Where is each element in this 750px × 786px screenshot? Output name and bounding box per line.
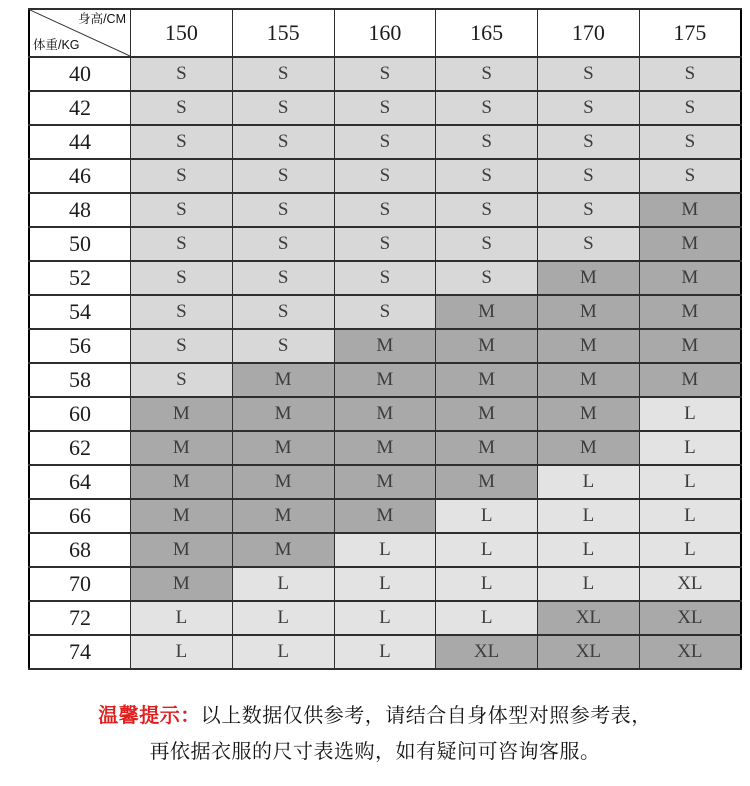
weight-cell: 70 — [29, 567, 131, 601]
table-row — [29, 431, 741, 465]
size-cell: S — [639, 159, 741, 193]
size-cell: M — [232, 465, 334, 499]
weight-cell: 52 — [29, 261, 131, 295]
size-cell: L — [538, 499, 640, 533]
size-cell: M — [639, 295, 741, 329]
weight-cell: 68 — [29, 533, 131, 567]
size-cell: S — [639, 57, 741, 91]
table-row — [29, 91, 741, 125]
corner-cell — [29, 9, 131, 57]
size-cell: S — [232, 159, 334, 193]
size-cell: M — [334, 465, 436, 499]
size-cell: M — [131, 533, 233, 567]
size-cell: L — [334, 567, 436, 601]
size-cell: M — [131, 567, 233, 601]
size-cell: M — [232, 533, 334, 567]
weight-cell: 60 — [29, 397, 131, 431]
size-cell: M — [232, 499, 334, 533]
size-cell: M — [538, 397, 640, 431]
table-row — [29, 397, 741, 431]
size-cell: S — [232, 329, 334, 363]
size-cell: S — [436, 193, 538, 227]
size-cell: S — [232, 227, 334, 261]
weight-cell: 54 — [29, 295, 131, 329]
size-cell: S — [538, 57, 640, 91]
size-cell: M — [639, 227, 741, 261]
size-cell: M — [538, 363, 640, 397]
size-cell: S — [131, 227, 233, 261]
table-row — [29, 193, 741, 227]
table-body — [29, 57, 741, 669]
size-cell: L — [131, 635, 233, 669]
size-cell: M — [436, 465, 538, 499]
size-cell: S — [131, 57, 233, 91]
size-cell: S — [131, 329, 233, 363]
size-cell: S — [538, 227, 640, 261]
size-cell: S — [232, 193, 334, 227]
size-cell: M — [334, 499, 436, 533]
size-cell: S — [639, 91, 741, 125]
header-row — [29, 9, 741, 57]
note — [0, 698, 750, 770]
size-cell: M — [131, 465, 233, 499]
size-cell: S — [131, 295, 233, 329]
size-cell: L — [639, 465, 741, 499]
weight-cell: 66 — [29, 499, 131, 533]
size-cell: S — [334, 227, 436, 261]
size-cell: M — [131, 397, 233, 431]
height-header-cell: 175 — [639, 9, 741, 57]
size-cell: S — [436, 261, 538, 295]
weight-cell: 74 — [29, 635, 131, 669]
table-row — [29, 227, 741, 261]
weight-cell: 50 — [29, 227, 131, 261]
note-text-1: 以上数据仅供参考，请结合自身体型对照参考表， — [200, 705, 652, 727]
size-cell: XL — [538, 601, 640, 635]
height-header-cell: 155 — [232, 9, 334, 57]
weight-cell: 42 — [29, 91, 131, 125]
size-cell: S — [131, 363, 233, 397]
table-row — [29, 465, 741, 499]
size-cell: M — [639, 329, 741, 363]
size-cell: L — [639, 533, 741, 567]
size-cell: M — [232, 397, 334, 431]
size-cell: S — [334, 261, 436, 295]
size-cell: L — [436, 499, 538, 533]
size-cell: S — [232, 125, 334, 159]
size-cell: M — [436, 363, 538, 397]
size-cell: M — [436, 295, 538, 329]
size-cell: S — [131, 193, 233, 227]
size-cell: M — [131, 499, 233, 533]
weight-cell: 46 — [29, 159, 131, 193]
table-row — [29, 159, 741, 193]
size-cell: S — [131, 159, 233, 193]
size-cell: XL — [639, 635, 741, 669]
size-cell: S — [232, 261, 334, 295]
size-cell: S — [436, 57, 538, 91]
size-cell: S — [538, 193, 640, 227]
size-cell: L — [538, 567, 640, 601]
table-row — [29, 499, 741, 533]
size-cell: M — [232, 431, 334, 465]
note-line-1 — [0, 698, 750, 734]
size-cell: L — [639, 431, 741, 465]
weight-cell: 44 — [29, 125, 131, 159]
size-cell: S — [334, 295, 436, 329]
table-row — [29, 57, 741, 91]
size-cell: S — [232, 295, 334, 329]
size-cell: L — [232, 567, 334, 601]
height-header-cell: 150 — [131, 9, 233, 57]
size-cell: S — [232, 57, 334, 91]
note-text-2: 再依据衣服的尺寸表选购，如有疑问可咨询客服。 — [149, 741, 601, 763]
weight-cell: 62 — [29, 431, 131, 465]
size-cell: S — [334, 91, 436, 125]
size-cell: L — [538, 533, 640, 567]
size-cell: L — [639, 499, 741, 533]
size-cell: S — [232, 91, 334, 125]
size-cell: M — [538, 295, 640, 329]
size-cell: M — [538, 261, 640, 295]
table-row — [29, 295, 741, 329]
note-line-2 — [0, 734, 750, 770]
size-cell: S — [538, 125, 640, 159]
size-cell: M — [334, 431, 436, 465]
table-row — [29, 261, 741, 295]
table-row — [29, 125, 741, 159]
size-cell: M — [334, 397, 436, 431]
size-cell: L — [334, 601, 436, 635]
size-cell: L — [232, 601, 334, 635]
size-cell: S — [131, 91, 233, 125]
size-cell: M — [232, 363, 334, 397]
size-cell: L — [436, 601, 538, 635]
table-row — [29, 329, 741, 363]
size-cell: S — [436, 159, 538, 193]
size-cell: L — [232, 635, 334, 669]
size-cell: M — [436, 397, 538, 431]
size-cell: M — [538, 329, 640, 363]
size-cell: XL — [639, 601, 741, 635]
size-cell: S — [436, 227, 538, 261]
size-cell: L — [436, 567, 538, 601]
height-header-cell: 170 — [538, 9, 640, 57]
size-cell: XL — [538, 635, 640, 669]
size-cell: S — [538, 91, 640, 125]
weight-cell: 48 — [29, 193, 131, 227]
size-cell: S — [334, 159, 436, 193]
size-cell: L — [538, 465, 640, 499]
size-cell: L — [639, 397, 741, 431]
size-cell: S — [639, 125, 741, 159]
size-cell: S — [131, 125, 233, 159]
size-cell: M — [639, 193, 741, 227]
weight-cell: 58 — [29, 363, 131, 397]
size-cell: S — [334, 125, 436, 159]
size-cell: S — [436, 125, 538, 159]
table-row — [29, 363, 741, 397]
size-cell: M — [436, 431, 538, 465]
note-label: 温馨提示： — [98, 705, 201, 727]
weight-cell: 56 — [29, 329, 131, 363]
size-cell: M — [639, 363, 741, 397]
size-cell: S — [436, 91, 538, 125]
weight-cell: 64 — [29, 465, 131, 499]
weight-cell: 40 — [29, 57, 131, 91]
size-cell: S — [131, 261, 233, 295]
size-chart-table — [28, 8, 742, 670]
height-header-cell: 165 — [436, 9, 538, 57]
size-cell: XL — [639, 567, 741, 601]
table-row — [29, 601, 741, 635]
corner-label-height: 身高/CM — [78, 12, 126, 26]
table-row — [29, 635, 741, 669]
size-cell: M — [131, 431, 233, 465]
size-cell: S — [334, 193, 436, 227]
size-cell: L — [334, 533, 436, 567]
size-cell: S — [334, 57, 436, 91]
size-cell: M — [436, 329, 538, 363]
size-cell: L — [131, 601, 233, 635]
size-cell: M — [334, 329, 436, 363]
size-cell: M — [538, 431, 640, 465]
size-cell: M — [334, 363, 436, 397]
size-cell: XL — [436, 635, 538, 669]
weight-cell: 72 — [29, 601, 131, 635]
height-header-cell: 160 — [334, 9, 436, 57]
table-row — [29, 567, 741, 601]
corner-label-weight: 体重/KG — [33, 38, 80, 53]
size-cell: L — [334, 635, 436, 669]
size-cell: S — [538, 159, 640, 193]
size-cell: M — [639, 261, 741, 295]
table-row — [29, 533, 741, 567]
size-cell: L — [436, 533, 538, 567]
